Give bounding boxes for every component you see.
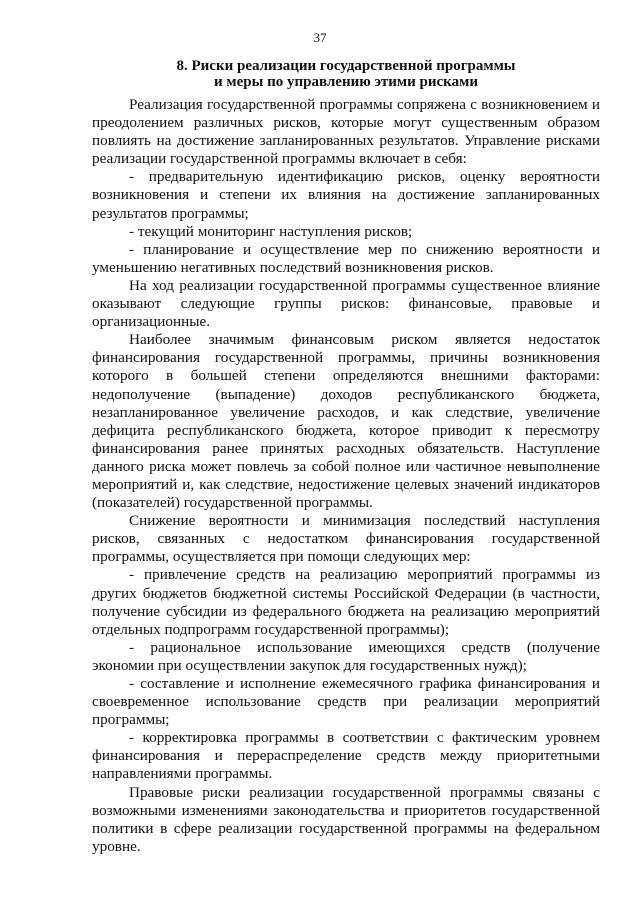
paragraph-financial-risk: Наиболее значимым финансовым риском является недостаток финансирования государственной программы, причины возникновения которого в большей степени определяются внешними факторами: недополучение (выпадение) доходов республиканского бюджета, незапланированное увеличение расходов, и как следствие, увеличение дефицита республиканского бюджета, которое приводит к пересмотру финансирования ранее принятых расходных обязательств. Наступление данного риска может повлечь за собой полное или частичное невыполнение мероприятий и, как следствие, недостижение целевых значений индикаторов (показателей) государственной программы. [92, 331, 600, 512]
paragraph-risk-groups: На ход реализации государственной программы существенное влияние оказывают следующие группы рисков: финансовые, правовые и организационные. [92, 276, 600, 331]
section-heading-line-1: 8. Риски реализации государственной программы [176, 58, 516, 74]
paragraph-legal-risks: Правовые риски реализации государственной программы связаны с возможными изменениями законодательства и приоритетов государственной политики в сфере реализации государственной программы на федеральном уровне. [92, 783, 600, 855]
list-item-rational-use: - рациональное использование имеющихся средств (получение экономии при осуществлении закупок для государственных нужд); [92, 638, 600, 674]
list-item-risk-monitoring: - текущий мониторинг наступления рисков; [129, 222, 413, 240]
paragraph-intro: Реализация государственной программы сопряжена с возникновением и преодолением различных рисков, которые могут существенным образом повлиять на достижение запланированных результатов. Управление рисками реализации государственной программы включает в себя: [92, 96, 600, 168]
list-item-program-adjustment: - корректировка программы в соответствии с фактическим уровнем финансирования и перераспределение средств между приоритетными направлениями программы. [92, 729, 600, 783]
list-item-risk-planning: - планирование и осуществление мер по снижению вероятности и уменьшению негативных последствий возникновения рисков. [92, 240, 600, 276]
document-body [92, 96, 600, 856]
paragraph-risk-mitigation: Снижение вероятности и минимизация последствий наступления рисков, связанных с недостатком финансирования государственной программы, осуществляется при помощи следующих мер: [92, 512, 600, 566]
list-item-attract-funds: - привлечение средств на реализацию мероприятий программы из других бюджетов бюджетной системы Российской Федерации (в частности, получение субсидии из федерального бюджета на реализацию мероприятий отдельных подпрограмм государственной программы); [92, 566, 600, 638]
list-item-risk-identification: - предварительную идентификацию рисков, оценку вероятности возникновения и степени их влияния на достижение запланированных результатов программы; [92, 168, 600, 222]
section-heading [92, 58, 600, 90]
page-number: 37 [313, 30, 327, 45]
list-item-monthly-schedule: - составление и исполнение ежемесячного графика финансирования и своевременное использование средств при реализации мероприятий программы; [92, 675, 600, 729]
section-heading-line-2: и меры по управлению этими рисками [214, 74, 478, 90]
